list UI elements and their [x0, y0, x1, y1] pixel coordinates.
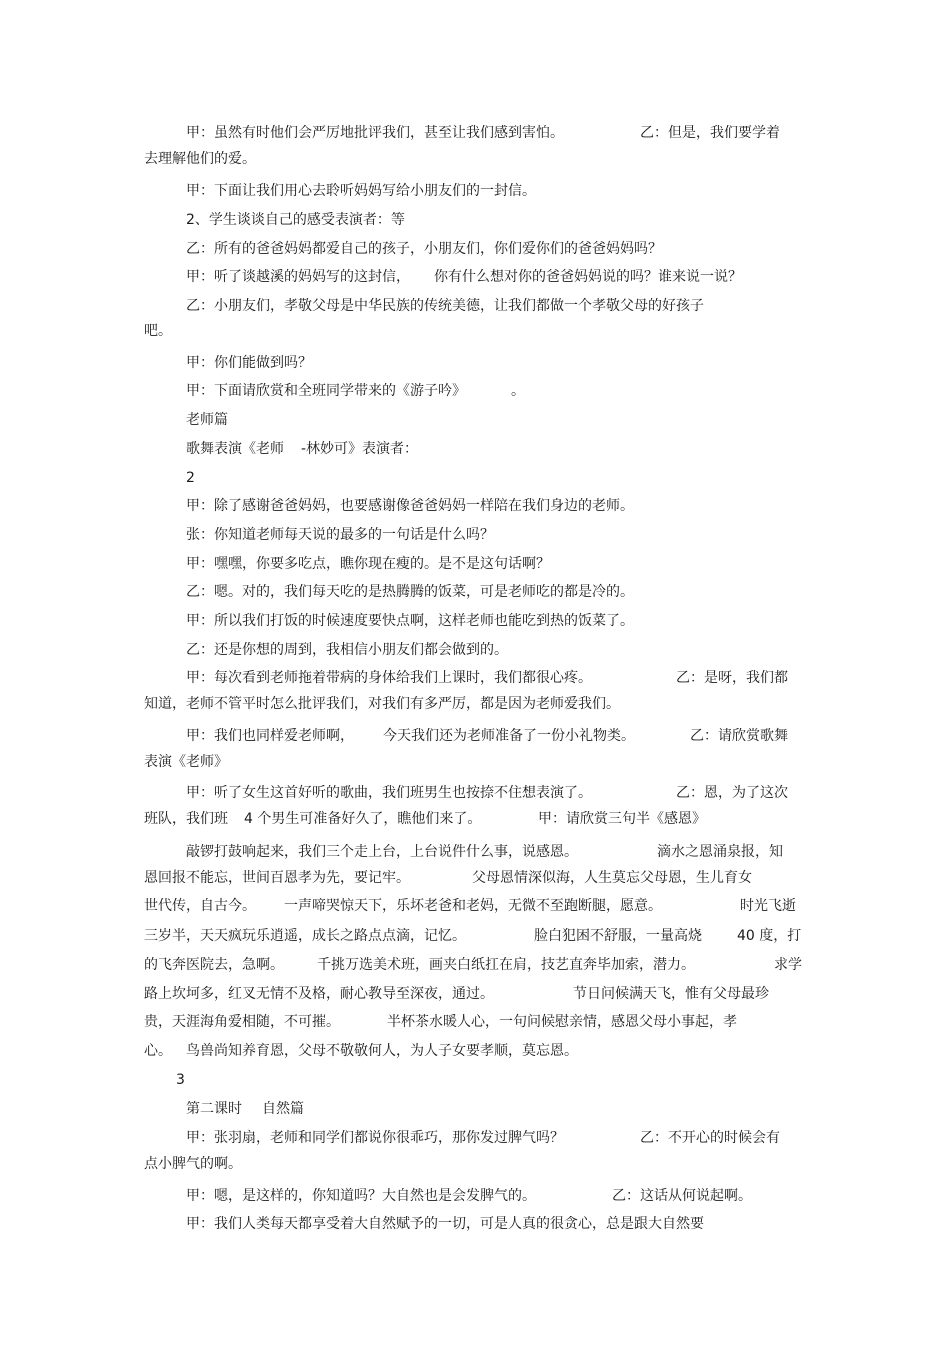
text-line: 点小脾气的啊。 — [144, 1156, 242, 1172]
text-line: 世代传，自古今。 — [144, 898, 256, 914]
text-line: 。 — [511, 383, 525, 399]
text-line: 乙：嗯。对的，我们每天吃的是热腾腾的饭菜，可是老师吃的都是冷的。 — [186, 584, 634, 600]
text-line: 2、学生谈谈自己的感受表演者：等 — [186, 212, 405, 228]
text-line: 甲：我们也同样爱老师啊， — [186, 728, 354, 744]
text-line: 心。 — [144, 1043, 172, 1059]
text-line: 乙：还是你想的周到，我相信小朋友们都会做到的。 — [186, 642, 508, 658]
text-line: 甲：虽然有时他们会严厉地批评我们，甚至让我们感到害怕。 — [186, 125, 564, 141]
text-line: 甲：你们能做到吗？ — [186, 355, 312, 371]
page-number: 2 — [186, 470, 195, 486]
text-line: 甲：下面让我们用心去聆听妈妈写给小朋友们的一封信。 — [186, 183, 536, 199]
section-heading: 第二课时 — [186, 1101, 242, 1117]
text-line: -林妙可》表演者： — [301, 441, 419, 457]
text-line: 乙：但是，我们要学着 — [640, 125, 780, 141]
text-line: 甲：每次看到老师拖着带病的身体给我们上课时，我们都很心疼。 — [186, 670, 592, 686]
text-line: 吧。 — [144, 323, 172, 339]
text-line: 乙：所有的爸爸妈妈都爱自己的孩子，小朋友们，你们爱你们的爸爸妈妈吗？ — [186, 241, 662, 257]
text-line: 滴水之恩涌泉报，知 — [657, 844, 783, 860]
text-line: 千挑万选美术班，画夹白纸扛在肩，技艺直奔毕加索，潜力。 — [317, 957, 695, 973]
text-line: 甲：除了感谢爸爸妈妈，也要感谢像爸爸妈妈一样陪在我们身边的老师。 — [186, 498, 634, 514]
text-line: 贵，天涯海角爱相随，不可摧。 — [144, 1014, 340, 1030]
text-line: 鸟兽尚知养育恩，父母不敬敬何人，为人子女要孝顺，莫忘恩。 — [186, 1043, 578, 1059]
page-number: 3 — [176, 1072, 185, 1088]
text-line: 知道，老师不管平时怎么批评我们，对我们有多严厉，都是因为老师爱我们。 — [144, 696, 620, 712]
text-line: 甲：请欣赏三句半《感恩》 — [538, 811, 706, 827]
text-line: 乙：请欣赏歌舞 — [690, 728, 788, 744]
text-line: 歌舞表演《老师 — [186, 441, 284, 457]
text-line: 40 度，打 — [737, 928, 802, 944]
text-line: 甲：嘿嘿，你要多吃点，瞧你现在瘦的。是不是这句话啊？ — [186, 556, 550, 572]
text-line: 半杯茶水暖人心，一句问候慰亲情，感恩父母小事起，孝 — [387, 1014, 737, 1030]
text-line: 时光飞逝 — [740, 898, 796, 914]
text-line: 甲：张羽扇，老师和同学们都说你很乖巧，那你发过脾气吗？ — [186, 1130, 564, 1146]
section-heading: 自然篇 — [262, 1101, 304, 1117]
text-line: 甲：我们人类每天都享受着大自然赋予的一切，可是人真的很贪心，总是跟大自然要 — [186, 1216, 704, 1232]
text-line: 甲：听了谈越溪的妈妈写的这封信， — [186, 269, 410, 285]
text-line: 班队，我们班 — [144, 811, 228, 827]
text-line: 4 个男生可准备好久了，瞧他们来了。 — [244, 811, 482, 827]
text-line: 路上坎坷多，红叉无情不及格，耐心教导至深夜，通过。 — [144, 986, 494, 1002]
text-line: 甲：听了女生这首好听的歌曲，我们班男生也按捺不住想表演了。 — [186, 785, 592, 801]
text-line: 甲：所以我们打饭的时候速度要快点啊，这样老师也能吃到热的饭菜了。 — [186, 613, 634, 629]
text-line: 恩回报不能忘，世间百恩孝为先，要记牢。 — [144, 870, 410, 886]
text-line: 今天我们还为老师准备了一份小礼物类。 — [383, 728, 635, 744]
text-line: 敲锣打鼓响起来，我们三个走上台，上台说件什么事，说感恩。 — [186, 844, 578, 860]
text-line: 一声啼哭惊天下，乐坏老爸和老妈，无微不至跑断腿，愿意。 — [284, 898, 662, 914]
text-line: 张：你知道老师每天说的最多的一句话是什么吗？ — [186, 527, 494, 543]
text-line: 脸白犯困不舒服，一量高烧 — [534, 928, 702, 944]
text-line: 乙：不开心的时候会有 — [640, 1130, 780, 1146]
text-line: 你有什么想对你的爸爸妈妈说的吗？谁来说一说？ — [434, 269, 742, 285]
text-line: 乙：这话从何说起啊。 — [612, 1188, 752, 1204]
text-line: 乙：小朋友们，孝敬父母是中华民族的传统美德，让我们都做一个孝敬父母的好孩子 — [186, 298, 704, 314]
text-line: 甲：下面请欣赏和全班同学带来的《游子吟》 — [186, 383, 466, 399]
text-line: 去理解他们的爱。 — [144, 151, 256, 167]
text-line: 求学 — [774, 957, 802, 973]
text-line: 父母恩情深似海，人生莫忘父母恩，生儿育女 — [472, 870, 752, 886]
text-line: 节日问候满天飞，惟有父母最珍 — [573, 986, 769, 1002]
section-heading: 老师篇 — [186, 412, 228, 428]
text-line: 三岁半，天天疯玩乐逍遥，成长之路点点滴，记忆。 — [144, 928, 466, 944]
text-line: 乙：是呀，我们都 — [676, 670, 788, 686]
text-line: 乙：恩，为了这次 — [676, 785, 788, 801]
text-line: 表演《老师》 — [144, 754, 228, 770]
text-line: 的飞奔医院去，急啊。 — [144, 957, 284, 973]
text-line: 甲：嗯，是这样的，你知道吗？大自然也是会发脾气的。 — [186, 1188, 536, 1204]
